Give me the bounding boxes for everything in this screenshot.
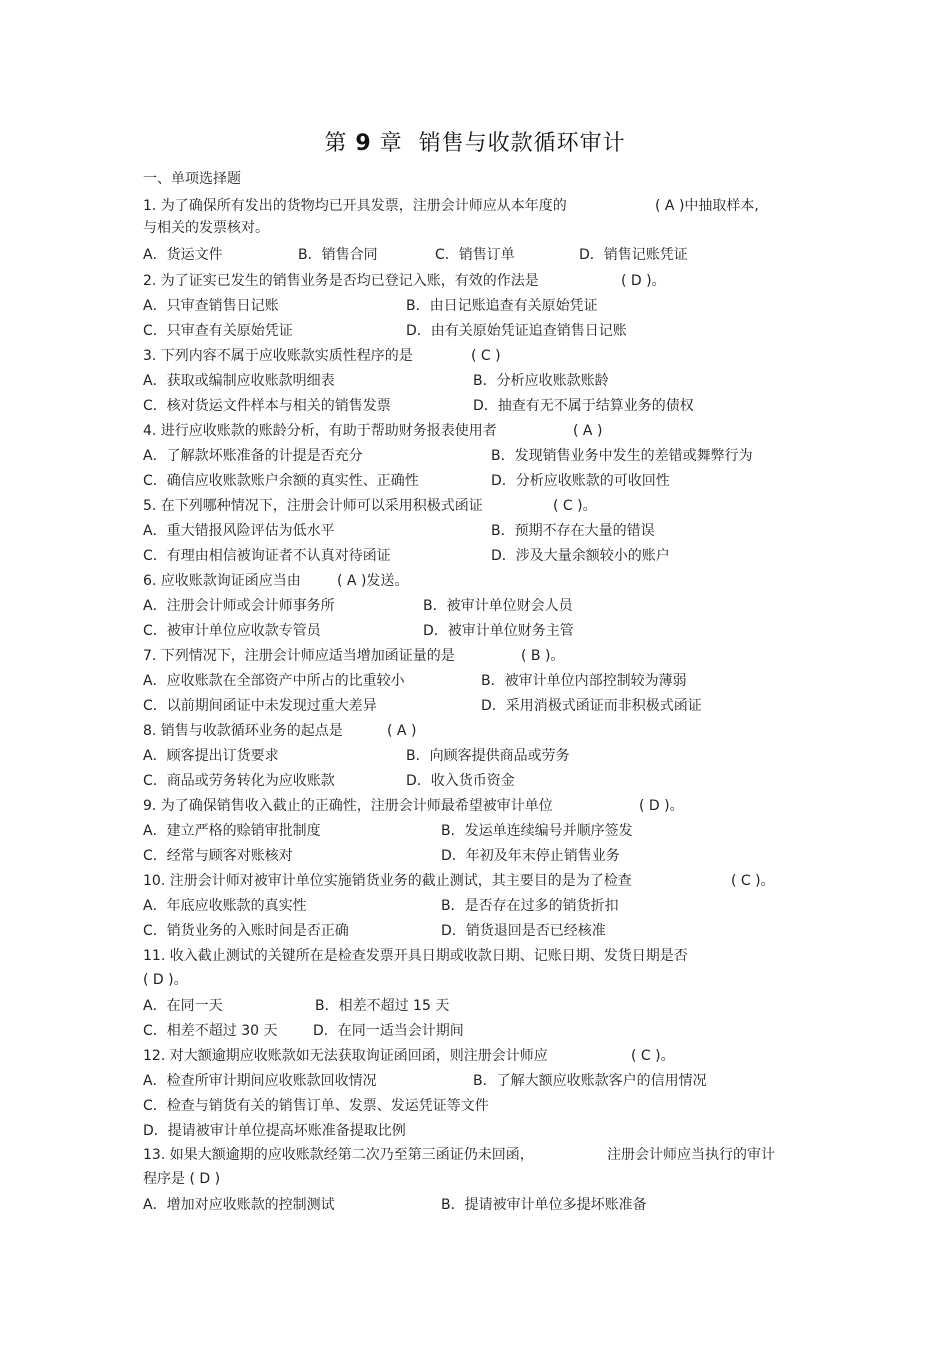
option-a: A．在同一天 <box>143 998 223 1014</box>
question-stem: 5. 在下列哪种情况下，注册会计师可以采用积极式函证 <box>143 498 483 514</box>
answer-key: ( D )。 <box>639 798 684 814</box>
option-d: D．年初及年末停止销售业务 <box>441 848 620 864</box>
option-a: A．顾客提出订货要求 <box>143 748 279 764</box>
question-stem: 9. 为了确保销售收入截止的正确性，注册会计师最希望被审计单位 <box>143 798 553 814</box>
option-a: A．重大错报风险评估为低水平 <box>143 523 335 539</box>
question-5 <box>143 497 803 515</box>
question-7 <box>143 647 803 665</box>
option-d: D．分析应收账款的可收回性 <box>491 473 670 489</box>
question-stem: 4. 进行应收账款的账龄分析，有助于帮助财务报表使用者 <box>143 423 497 439</box>
question-stem: 13. 如果大额逾期的应收账款经第二次乃至第三函证仍未回函， <box>143 1147 534 1163</box>
option-b: B．被审计单位内部控制较为薄弱 <box>481 673 687 689</box>
option-c: C．核对货运文件样本与相关的销售发票 <box>143 398 391 414</box>
option-b: B．预期不存在大量的错误 <box>491 523 655 539</box>
option-d: D．由有关原始凭证追查销售日记账 <box>406 323 627 339</box>
answer-key: ( C )。 <box>731 873 775 889</box>
answer-key: ( D )。 <box>621 273 666 289</box>
answer-key: ( C )。 <box>631 1048 675 1064</box>
option-c: C．确信应收账款账户余额的真实性、正确性 <box>143 473 419 489</box>
option-d: D．采用消极式函证而非积极式函证 <box>481 698 702 714</box>
option-a: A．建立严格的赊销审批制度 <box>143 823 321 839</box>
chapter-number: 9 <box>355 131 372 156</box>
option-a: A．检查所审计期间应收账款回收情况 <box>143 1073 377 1089</box>
question-stem: 1. 为了确保所有发出的货物均已开具发票，注册会计师应从本年度的 <box>143 198 567 214</box>
option-c: C．销售订单 <box>435 247 515 263</box>
option-a: A．增加对应收账款的控制测试 <box>143 1197 335 1213</box>
option-c: C．销货业务的入账时间是否正确 <box>143 923 349 939</box>
option-a: A．了解款坏账准备的计提是否充分 <box>143 448 363 464</box>
option-b: B．了解大额应收账款客户的信用情况 <box>473 1073 707 1089</box>
option-b: B．被审计单位财会人员 <box>423 598 573 614</box>
section-heading: 一、单项选择题 <box>143 171 241 187</box>
answer-key: ( A )发送。 <box>337 573 409 589</box>
answer-key: ( D )。 <box>143 972 188 988</box>
question-4 <box>143 422 803 440</box>
option-a: A．应收账款在全部资产中所占的比重较小 <box>143 673 405 689</box>
option-c: C．有理由相信被询证者不认真对待函证 <box>143 548 391 564</box>
option-c: C．被审计单位应收款专管员 <box>143 623 321 639</box>
option-d: D．抽查有无不属于结算业务的债权 <box>473 398 694 414</box>
question-13 <box>143 1146 803 1164</box>
option-a: A．只审查销售日记账 <box>143 298 279 314</box>
option-b: B．提请被审计单位多提坏账准备 <box>441 1197 647 1213</box>
option-d: D．销售记账凭证 <box>579 247 688 263</box>
question-stem: 8. 销售与收款循环业务的起点是 <box>143 723 343 739</box>
option-b: B．由日记账追查有关原始凭证 <box>406 298 598 314</box>
chapter-name: 销售与收款循环审计 <box>418 131 626 156</box>
chapter-prefix: 第 <box>324 131 348 156</box>
question-stem: 10. 注册会计师对被审计单位实施销货业务的截止测试，其主要目的是为了检查 <box>143 873 632 889</box>
question-stem: 7. 下列情况下，注册会计师应适当增加函证量的是 <box>143 648 455 664</box>
option-b: B．发现销售业务中发生的差错或舞弊行为 <box>491 448 753 464</box>
option-c: C．相差不超过 30 天 <box>143 1023 278 1039</box>
question-2 <box>143 272 803 290</box>
answer-key: ( A ) <box>573 423 603 439</box>
page-title <box>0 126 950 157</box>
option-c: C．商品或劳务转化为应收账款 <box>143 773 335 789</box>
answer-key: ( A )中抽取样本, <box>655 198 759 214</box>
option-a: A．年底应收账款的真实性 <box>143 898 307 914</box>
option-a: A．获取或编制应收账款明细表 <box>143 373 335 389</box>
question-9 <box>143 797 803 815</box>
option-b: B．是否存在过多的销货折扣 <box>441 898 619 914</box>
option-b: B．向顾客提供商品或劳务 <box>406 748 570 764</box>
question-8 <box>143 722 803 740</box>
question-stem-continued: 程序是 ( D ) <box>143 1171 221 1187</box>
option-c: C．检查与销货有关的销售订单、发票、发运凭证等文件 <box>143 1098 489 1114</box>
question-12 <box>143 1047 803 1065</box>
option-d: D．收入货币资金 <box>406 773 515 789</box>
option-a: A．注册会计师或会计师事务所 <box>143 598 335 614</box>
question-stem-part: 注册会计师应当执行的审计 <box>607 1147 775 1163</box>
answer-key: ( A ) <box>387 723 417 739</box>
option-d: D．被审计单位财务主管 <box>423 623 574 639</box>
option-c: C．经常与顾客对账核对 <box>143 848 293 864</box>
option-d: D．提请被审计单位提高坏账准备提取比例 <box>143 1123 406 1139</box>
option-d: D．涉及大量余额较小的账户 <box>491 548 670 564</box>
option-a: A．货运文件 <box>143 247 223 263</box>
question-6 <box>143 572 803 590</box>
question-3 <box>143 347 803 365</box>
answer-key: ( C ) <box>471 348 501 364</box>
option-d: D．销货退回是否已经核准 <box>441 923 606 939</box>
question-stem: 6. 应收账款询证函应当由 <box>143 573 301 589</box>
question-stem: 3. 下列内容不属于应收账款实质性程序的是 <box>143 348 413 364</box>
question-11: 11. 收入截止测试的关键所在是检查发票开具日期或收款日期、记账日期、发货日期是否 <box>143 948 688 964</box>
question-stem: 12. 对大额逾期应收账款如无法获取询证函回函，则注册会计师应 <box>143 1048 548 1064</box>
answer-key: ( C )。 <box>553 498 597 514</box>
option-c: C．以前期间函证中未发现过重大差异 <box>143 698 377 714</box>
answer-key: ( B )。 <box>521 648 565 664</box>
chapter-suffix: 章 <box>379 131 403 156</box>
question-stem: 2. 为了证实已发生的销售业务是否均已登记入账，有效的作法是 <box>143 273 539 289</box>
question-1 <box>143 197 803 215</box>
option-d: D．在同一适当会计期间 <box>313 1023 464 1039</box>
option-b: B．分析应收账款账龄 <box>473 373 609 389</box>
question-stem-continued: 与相关的发票核对。 <box>143 220 269 236</box>
option-b: B．发运单连续编号并顺序签发 <box>441 823 633 839</box>
option-c: C．只审查有关原始凭证 <box>143 323 293 339</box>
option-b: B．销售合同 <box>298 247 378 263</box>
question-10 <box>143 872 813 890</box>
option-b: B．相差不超过 15 天 <box>315 998 450 1014</box>
